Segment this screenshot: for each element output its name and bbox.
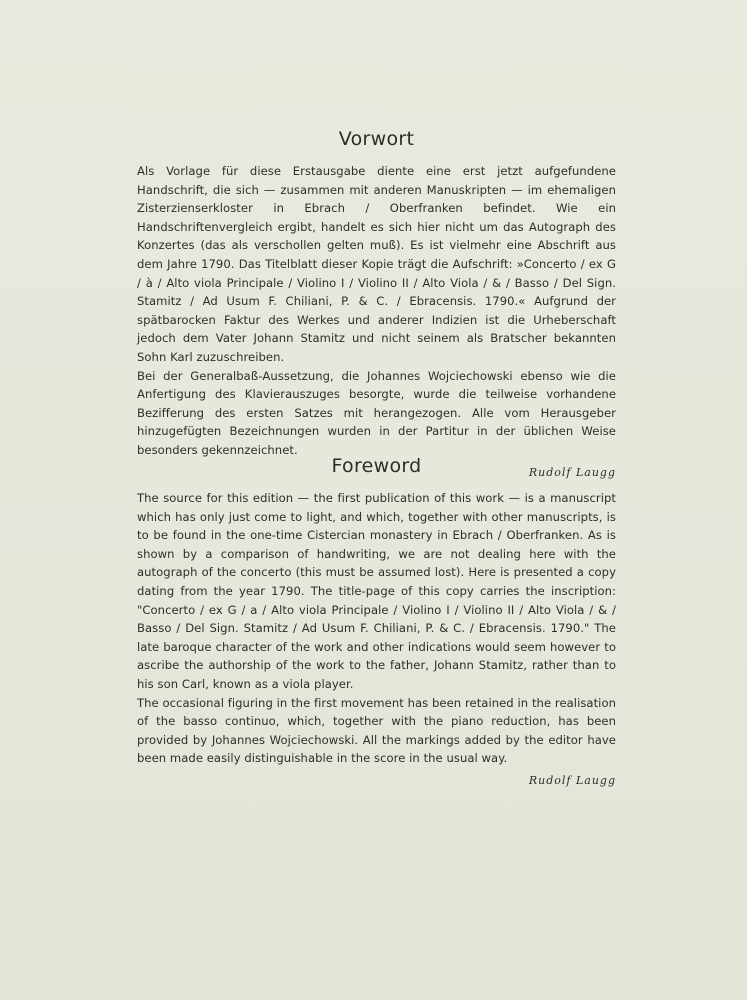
foreword-paragraph-2: The occasional figuring in the first movement has been retained in the realisation of the basso continuo, which, together with the piano reduction, has been provided by Johannes Wojciechowski. All the markings added by the editor have been made easily distinguishable in the score in the usual way.	[137, 695, 616, 766]
foreword-title: Foreword	[331, 455, 422, 477]
vorwort-signature: Rudolf Laugg	[528, 465, 616, 479]
foreword-section	[137, 455, 616, 787]
vorwort-paragraph-1: Als Vorlage für diese Erstausgabe diente eine erst jetzt aufgefundene Handschrift, die sich — zusammen mit anderen Manuskripten — im ehemaligen Zisterzienserkloster in Ebrach / Oberfranken befindet. Wie ein Handschriftenvergleich ergibt, handelt es sich hier nicht um das Autograph des Konzertes (das als verschollen gelten muß). Es ist vielmehr eine Abschrift aus dem Jahre 1790. Das Titelblatt dieser Kopie trägt die Aufschrift: »Concerto / ex G / à / Alto viola Principale / Violino I / Violino II / Alto Viola / & / Basso / Del Sign. Stamitz / Ad Usum F. Chiliani, P. & C. / Ebracensis. 1790.« Aufgrund der spätbarocken Faktur des Werkes und anderer Indizien ist die Urheberschaft jedoch dem Vater Johann Stamitz und nicht seinem als Bratscher bekannten Sohn Karl zuzuschreiben.	[137, 164, 616, 364]
foreword-signature: Rudolf Laugg	[528, 773, 616, 787]
vorwort-paragraph-2: Bei der Generalbaß-Aussetzung, die Johannes Wojciechowski ebenso wie die Anfertigung des Klavierauszuges besorgte, wurde die teilweise vorhandene Bezifferung des ersten Satzes mit herangezogen. Alle vom Herausgeber hinzugefügten Bezeichnungen wurden in der Partitur in der üblichen Weise besonders gekennzeichnet.	[137, 368, 616, 457]
foreword-paragraph-1: The source for this edition — the first publication of this work — is a manuscript which has only just come to light, and which, together with other manuscripts, is to be found in the one-time Cistercian monastery in Ebrach / Oberfranken. As is shown by a comparison of handwriting, we are not dealing here with the autograph of the concerto (this must be assumed lost). Here is presented a copy dating from the year 1790. The title-page of this copy carries the inscription: "Concerto / ex G / a / Alto viola Principale / Violino I / Violino II / Alto Viola / & / Basso / Del Sign. Stamitz / Ad Usum F. Chiliani, P. & C. / Ebracensis. 1790." The late baroque character of the work and other indications would seem however to ascribe the authorship of the work to the father, Johann Stamitz, rather than to his son Carl, known as a viola player.	[137, 491, 616, 691]
vorwort-section	[137, 128, 616, 479]
vorwort-title: Vorwort	[338, 128, 415, 150]
